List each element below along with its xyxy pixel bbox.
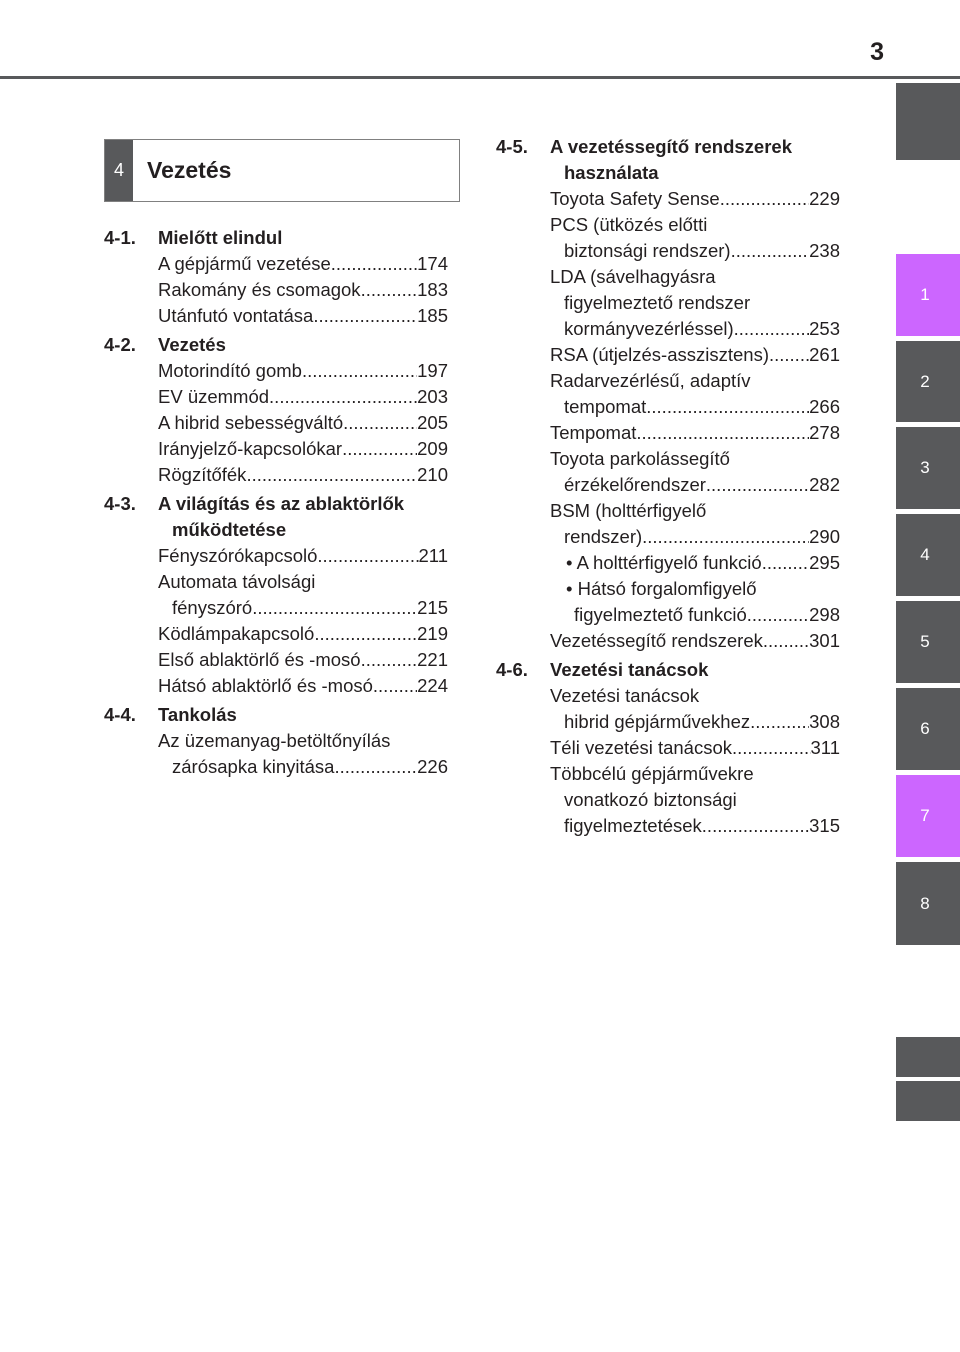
side-tab-blank-a[interactable] [896, 1037, 960, 1077]
toc-entry-title: biztonsági rendszer) [564, 240, 731, 261]
toc-entry[interactable] [104, 410, 448, 436]
toc-heading-title: Vezetési tanácsok [550, 659, 709, 680]
toc-entry-title: Hátsó ablaktörlő és -mosó [158, 675, 373, 696]
toc-entry-page: 221 [417, 649, 448, 670]
section-header [104, 139, 460, 202]
toc-entry-page: 301 [809, 630, 840, 651]
toc-entry-page: 295 [809, 552, 840, 573]
toc-entry[interactable] [104, 621, 448, 647]
section-title: Vezetés [147, 157, 232, 183]
toc-group-4-6 [496, 657, 840, 839]
toc-heading-title: Tankolás [158, 704, 237, 725]
toc-entry-page: 219 [417, 623, 448, 644]
toc-heading-title: A világítás és az ablaktörlők [158, 493, 405, 514]
toc-column-left [104, 225, 448, 783]
toc-entry-line[interactable]: • Hátsó forgalomfigyelő [566, 578, 757, 599]
side-tab-blank-top[interactable] [896, 83, 960, 160]
toc-heading[interactable] [104, 491, 448, 517]
toc-group-4-2 [104, 332, 448, 488]
toc-column-right [496, 134, 840, 842]
toc-entry[interactable] [104, 595, 448, 621]
toc-entry[interactable] [104, 384, 448, 410]
toc-entry-title: figyelmeztető funkció [574, 604, 747, 625]
toc-entry-title: Motorindító gomb [158, 360, 302, 381]
toc-entry-line[interactable]: Toyota parkolássegítő [550, 448, 730, 469]
toc-entry[interactable] [104, 436, 448, 462]
toc-entry-line[interactable]: LDA (sávelhagyásra [550, 266, 716, 287]
toc-entry-title: • A holttérfigyelő funkció [566, 552, 762, 573]
toc-entry-title: Rögzítőfék [158, 464, 247, 485]
toc-entry-page: 183 [417, 279, 448, 300]
toc-entry-title: Rakomány és csomagok [158, 279, 361, 300]
toc-entry[interactable] [496, 524, 840, 550]
toc-entry-title: rendszer) [564, 526, 643, 547]
toc-entry-page: 185 [417, 305, 448, 326]
top-rule [0, 76, 960, 79]
toc-heading-number: 4-6. [496, 659, 528, 680]
toc-entry-page: 215 [417, 597, 448, 618]
toc-entry-title: Fényszórókapcsoló [158, 545, 318, 566]
toc-entry-title: Tempomat [550, 422, 637, 443]
toc-entry[interactable] [104, 251, 448, 277]
toc-entry-page: 229 [809, 188, 840, 209]
toc-entry-title: hibrid gépjárművekhez [564, 711, 751, 732]
toc-entry-page: 209 [417, 438, 448, 459]
toc-entry-line[interactable]: BSM (holttérfigyelő [550, 500, 707, 521]
toc-entry-title: zárósapka kinyitása [172, 756, 335, 777]
toc-entry[interactable] [104, 277, 448, 303]
toc-entry-page: 282 [809, 474, 840, 495]
toc-entry[interactable] [104, 303, 448, 329]
toc-heading-continued: működtetése [172, 519, 287, 540]
toc-heading-continued: használata [564, 162, 659, 183]
toc-entry[interactable] [104, 673, 448, 699]
toc-entry[interactable] [104, 754, 448, 780]
toc-entry-page: 266 [809, 396, 840, 417]
toc-entry-page: 298 [809, 604, 840, 625]
toc-entry-title: Első ablaktörlő és -mosó [158, 649, 361, 670]
side-tab-7[interactable]: 7 [896, 775, 960, 857]
toc-entry-page: 311 [810, 737, 840, 758]
side-tab-blank-b[interactable] [896, 1081, 960, 1121]
toc-entry-page: 315 [809, 815, 840, 836]
toc-entry[interactable] [104, 647, 448, 673]
side-tab-5[interactable]: 5 [896, 601, 960, 683]
toc-entry[interactable] [496, 186, 840, 212]
toc-entry[interactable] [496, 628, 840, 654]
toc-entry[interactable] [104, 358, 448, 384]
toc-entry-page: 261 [809, 344, 840, 365]
toc-entry[interactable] [496, 316, 840, 342]
toc-entry[interactable] [496, 813, 840, 839]
toc-entry-title: Ködlámpakapcsoló [158, 623, 315, 644]
toc-entry[interactable] [496, 472, 840, 498]
toc-entry-page: 211 [418, 545, 448, 566]
toc-entry-page: 203 [417, 386, 448, 407]
toc-entry-title: tempomat [564, 396, 647, 417]
toc-entry[interactable] [496, 709, 840, 735]
toc-entry-line[interactable]: Radarvezérlésű, adaptív [550, 370, 751, 391]
toc-entry[interactable] [496, 602, 840, 628]
toc-group-4-1 [104, 225, 448, 329]
toc-heading-number: 4-4. [104, 704, 136, 725]
toc-entry-title: Irányjelző-kapcsolókar [158, 438, 343, 459]
section-number: 4 [105, 140, 133, 201]
toc-entry-title: Toyota Safety Sense [550, 188, 720, 209]
toc-entry-page: 205 [417, 412, 448, 433]
toc-heading[interactable] [104, 225, 448, 251]
toc-entry-page: 197 [417, 360, 448, 381]
toc-heading-number: 4-5. [496, 136, 528, 157]
toc-entry-page: 253 [809, 318, 840, 339]
toc-heading[interactable] [104, 332, 448, 358]
toc-group-4-3 [104, 491, 448, 699]
side-tab-2[interactable]: 2 [896, 341, 960, 422]
toc-entry-line[interactable]: Vezetési tanácsok [550, 685, 700, 706]
toc-entry[interactable] [496, 394, 840, 420]
toc-heading[interactable] [104, 702, 448, 728]
toc-entry-page: 308 [809, 711, 840, 732]
toc-group-4-5 [496, 134, 840, 654]
toc-entry-title: fényszóró [172, 597, 253, 618]
toc-heading[interactable] [496, 134, 840, 160]
toc-entry[interactable] [104, 543, 448, 569]
toc-entry-line[interactable]: vonatkozó biztonsági [564, 789, 737, 810]
toc-entry[interactable] [496, 342, 840, 368]
toc-entry-line[interactable]: PCS (ütközés előtti [550, 214, 708, 235]
toc-entry-title: kormányvezérléssel) [564, 318, 734, 339]
toc-entry-title: Téli vezetési tanácsok [550, 737, 733, 758]
toc-entry-title: figyelmeztetések [564, 815, 702, 836]
toc-entry-page: 224 [417, 675, 448, 696]
toc-entry-page: 226 [417, 756, 448, 777]
toc-entry-title: A gépjármű vezetése [158, 253, 331, 274]
toc-entry[interactable] [104, 462, 448, 488]
toc-entry[interactable] [496, 420, 840, 446]
toc-heading-title: Mielőtt elindul [158, 227, 283, 248]
toc-entry[interactable] [496, 238, 840, 264]
toc-entry-title: RSA (útjelzés-asszisztens) [550, 344, 769, 365]
toc-heading-title: A vezetéssegítő rendszerek [550, 136, 792, 157]
toc-heading-title: Vezetés [158, 334, 226, 355]
toc-heading-number: 4-2. [104, 334, 136, 355]
side-tab-8[interactable]: 8 [896, 862, 960, 945]
side-tab-3[interactable]: 3 [896, 427, 960, 509]
side-tab-4[interactable]: 4 [896, 514, 960, 596]
side-tab-1[interactable]: 1 [896, 254, 960, 336]
toc-entry-title: érzékelőrendszer [564, 474, 706, 495]
toc-entry-line[interactable]: Automata távolsági [158, 571, 316, 592]
toc-heading-number: 4-3. [104, 493, 136, 514]
toc-entry-page: 210 [417, 464, 448, 485]
toc-group-4-4 [104, 702, 448, 780]
toc-entry-title: A hibrid sebességváltó [158, 412, 344, 433]
toc-entry[interactable] [496, 735, 840, 761]
toc-entry-page: 290 [809, 526, 840, 547]
toc-entry-page: 278 [809, 422, 840, 443]
toc-entry-line[interactable]: figyelmeztető rendszer [564, 292, 751, 313]
toc-heading-number: 4-1. [104, 227, 136, 248]
toc-entry[interactable] [496, 550, 840, 576]
toc-entry-title: Utánfutó vontatása [158, 305, 314, 326]
toc-entry-title: Vezetéssegítő rendszerek [550, 630, 763, 651]
toc-entry-line[interactable]: Többcélú gépjárművekre [550, 763, 754, 784]
toc-heading[interactable] [496, 657, 840, 683]
toc-entry-page: 174 [417, 253, 448, 274]
page-number: 3 [870, 38, 884, 66]
toc-entry-line[interactable]: Az üzemanyag-betöltőnyílás [158, 730, 391, 751]
side-tab-6[interactable]: 6 [896, 688, 960, 770]
toc-entry-title: EV üzemmód [158, 386, 270, 407]
toc-entry-page: 238 [809, 240, 840, 261]
